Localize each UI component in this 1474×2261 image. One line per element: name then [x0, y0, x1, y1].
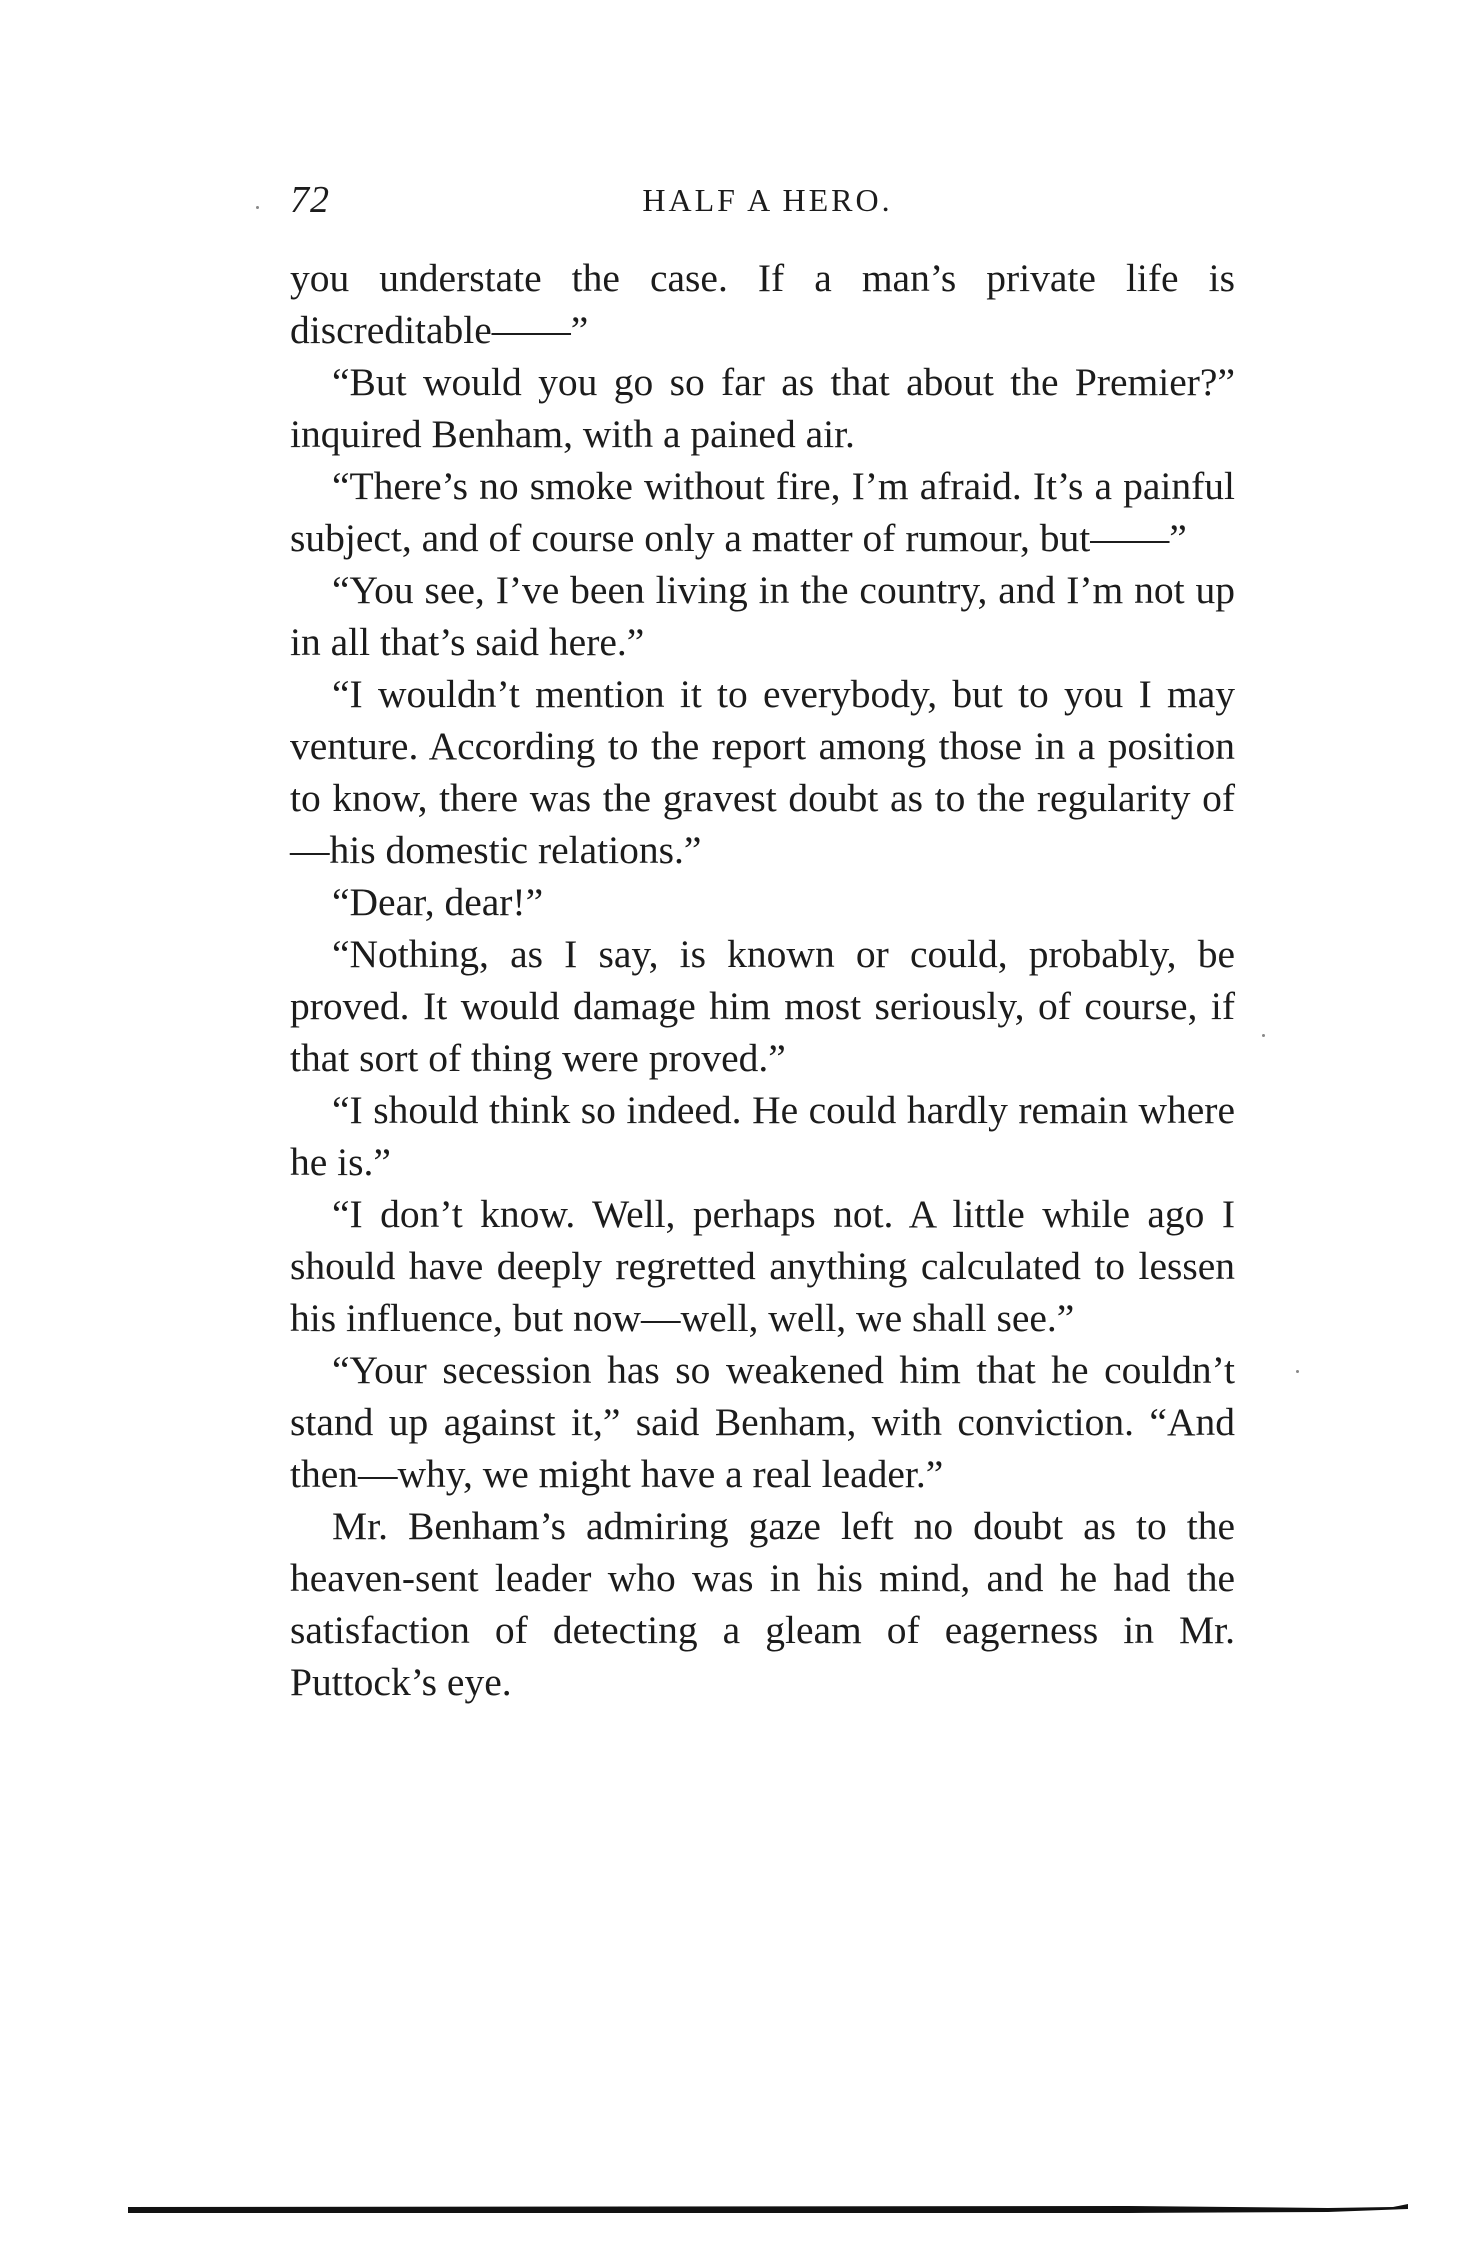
paragraph: “I don’t know. Well, perhaps not. A little while ago I should have deeply regretted anything calculated to lessen his influence, but now—well, well, we shall see.” [290, 1192, 1235, 1340]
paragraph: “Dear, dear!” [332, 880, 544, 924]
paragraph: “I wouldn’t mention it to everybody, but to you I may venture. According to the report among those in a position to know, there was the gravest doubt as to the regularity of—his domestic relations.” [290, 672, 1235, 872]
paragraph: Mr. Benham’s admiring gaze left no doubt as to the heaven-sent leader who was in his mind, and he had the satisfaction of detecting a gleam of eagerness in Mr. Puttock’s eye. [290, 1504, 1235, 1704]
page-edge-rule [128, 2204, 1408, 2216]
running-head: HALF A HERO. [642, 182, 893, 218]
page-header [290, 178, 1235, 238]
paragraph: “Your secession has so weakened him that he couldn’t stand up against it,” said Benham, with conviction. “And then—why, we might have a real leader.” [290, 1348, 1235, 1496]
paragraph: “Nothing, as I say, is known or could, probably, be proved. It would damage him most seriously, of course, if that sort of thing were proved.” [290, 932, 1235, 1080]
paragraph: “But would you go so far as that about the Premier?” inquired Benham, with a pained air. [290, 360, 1235, 456]
paper-speck [256, 206, 259, 209]
page-number: 72 [290, 179, 330, 221]
paper-speck [1262, 1034, 1265, 1037]
body-text [290, 252, 1235, 1708]
paragraph: “I should think so indeed. He could hardly remain where he is.” [290, 1088, 1235, 1184]
paragraph: you understate the case. If a man’s private life is discreditable——” [290, 256, 1235, 352]
paragraph: “You see, I’ve been living in the country, and I’m not up in all that’s said here.” [290, 568, 1235, 664]
paragraph: “There’s no smoke without fire, I’m afraid. It’s a painful subject, and of course only a matter of rumour, but——” [290, 464, 1235, 560]
paper-speck [1296, 1370, 1299, 1373]
